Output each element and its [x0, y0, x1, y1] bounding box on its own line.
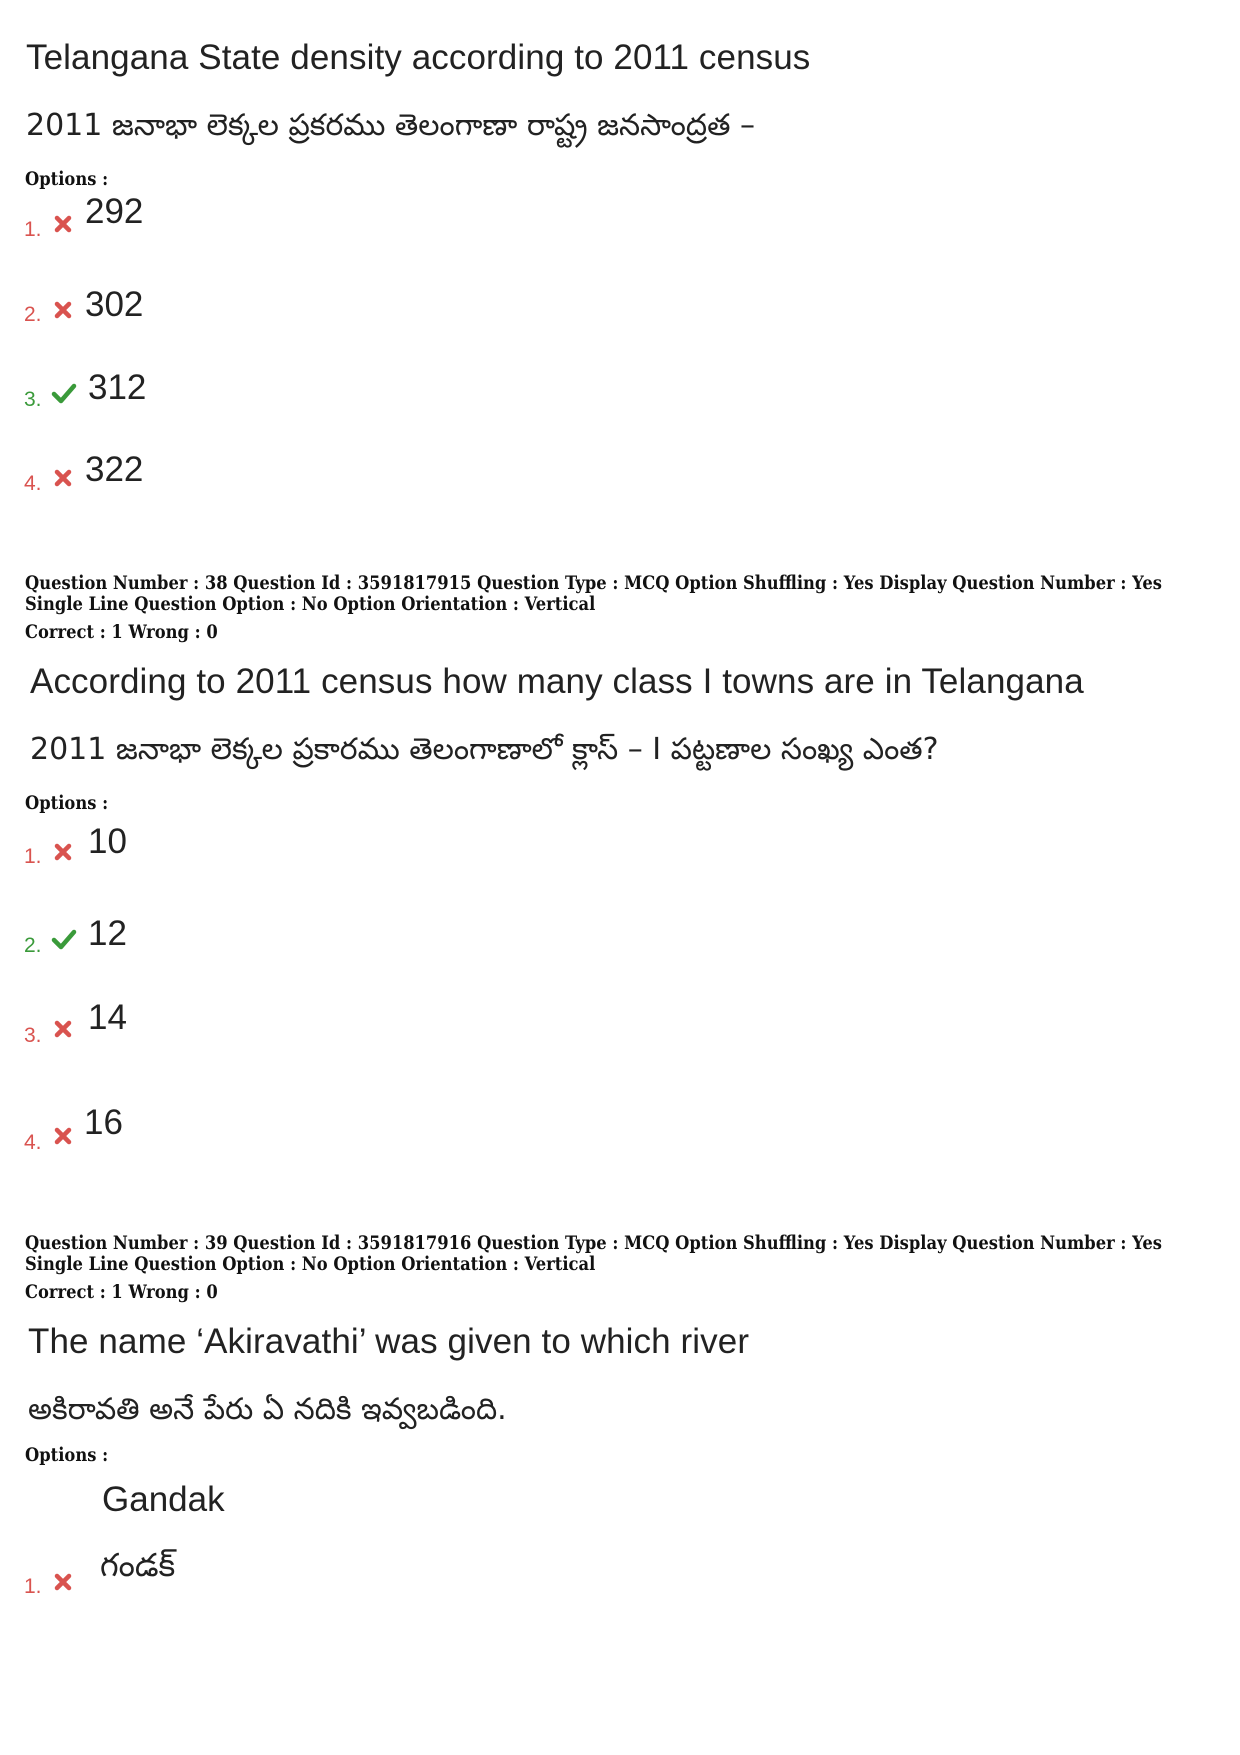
question-37-text-telugu: 2011 జనాభా లెక్కల ప్రకరము తెలంగాణా రాష్ట్ర జనసాంద్రత – — [26, 108, 755, 143]
question-38-text-telugu: 2011 జనాభా లెక్కల ప్రకారము తెలంగాణాలో క్లాస్ – I పట్టణాల సంఖ్య ఎంత? — [30, 732, 939, 767]
question-39-options-label: Options : — [25, 1444, 109, 1466]
cross-icon — [53, 1572, 73, 1592]
question-38-meta-line-1: Question Number : 38 Question Id : 3591817915 Question Type : MCQ Option Shuffling : Yes Display Question Number : Yes — [25, 572, 1162, 594]
cross-icon — [53, 468, 73, 488]
option-number: 3. — [24, 1024, 42, 1047]
option-value: 322 — [85, 450, 144, 489]
question-38-text-english: According to 2011 census how many class I towns are in Telangana — [30, 662, 1084, 701]
option-number: 1. — [24, 218, 42, 241]
option-number: 4. — [24, 472, 42, 495]
question-38-meta-line-2: Single Line Question Option : No Option Orientation : Vertical — [25, 593, 596, 615]
cross-icon — [53, 1126, 73, 1146]
option-value: 16 — [84, 1103, 123, 1142]
question-39-text-english: The name ‘Akiravathi’ was given to which river — [28, 1322, 750, 1361]
question-39-meta-line-2: Single Line Question Option : No Option Orientation : Vertical — [25, 1253, 596, 1275]
option-number: 4. — [24, 1131, 42, 1154]
option-number: 2. — [24, 934, 42, 957]
option-number: 1. — [24, 1575, 42, 1598]
cross-icon — [53, 214, 73, 234]
question-39-text-telugu: అకిరావతి అనే పేరు ఏ నదికి ఇవ్వబడింది. — [28, 1392, 507, 1427]
question-37-options-label: Options : — [25, 168, 109, 190]
option-value-english: Gandak — [102, 1480, 225, 1519]
option-value: 14 — [88, 998, 127, 1037]
option-value: 302 — [85, 285, 144, 324]
option-value-telugu: గండక్ — [100, 1546, 176, 1584]
question-38-marks: Correct : 1 Wrong : 0 — [25, 621, 218, 643]
cross-icon — [53, 842, 73, 862]
question-37-text-english: Telangana State density according to 2011 census — [26, 38, 811, 77]
option-value: 312 — [88, 368, 147, 407]
check-icon — [51, 382, 77, 404]
question-38-options-label: Options : — [25, 792, 109, 814]
cross-icon — [53, 1019, 73, 1039]
question-39-marks: Correct : 1 Wrong : 0 — [25, 1281, 218, 1303]
question-39-meta-line-1: Question Number : 39 Question Id : 3591817916 Question Type : MCQ Option Shuffling : Yes Display Question Number : Yes — [25, 1232, 1162, 1254]
option-value: 292 — [85, 192, 144, 231]
option-value: 12 — [88, 914, 127, 953]
option-value: 10 — [88, 822, 127, 861]
cross-icon — [53, 300, 73, 320]
option-number: 3. — [24, 388, 42, 411]
option-number: 2. — [24, 303, 42, 326]
option-number: 1. — [24, 845, 42, 868]
check-icon — [51, 928, 77, 950]
